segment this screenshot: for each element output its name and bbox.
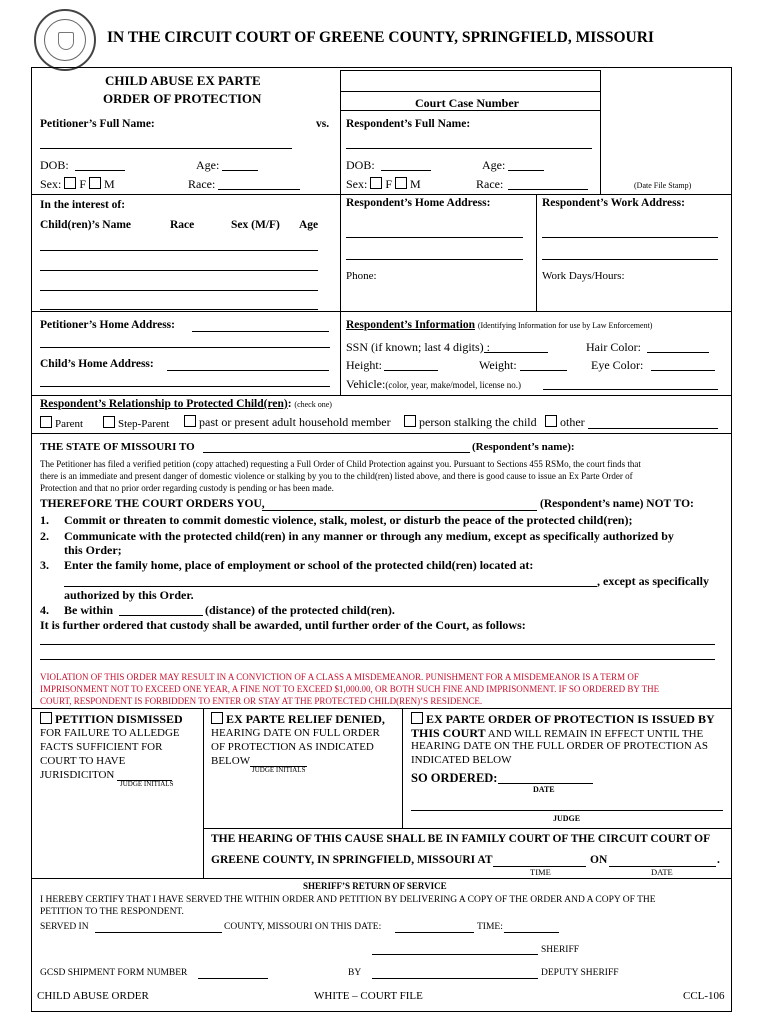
served-time-label: TIME: <box>477 922 503 932</box>
petitioner-sex-f-checkbox[interactable] <box>64 177 76 189</box>
relationship-stalking-label: person stalking the child <box>419 415 537 429</box>
served-in-field[interactable] <box>95 932 222 933</box>
custody-line1[interactable] <box>40 644 715 645</box>
vs-label: vs. <box>316 118 330 130</box>
item1-num: 1. <box>40 513 49 527</box>
children-col-race: Race <box>170 219 195 231</box>
deputy-signature-field[interactable] <box>372 978 538 979</box>
respondent-work-address-label: Respondent’s Work Address: <box>542 197 685 209</box>
order-issued-checkbox[interactable] <box>411 712 423 724</box>
sheriff-label: SHERIFF <box>541 945 580 955</box>
hair-color-field[interactable] <box>647 352 709 353</box>
violation-line3: COURT, RESPONDENT IS FORBIDDEN TO ENTER OR STAY AT THE PROTECTED CHILD(REN)’S RESIDENCE. <box>40 696 483 706</box>
respondent-home-address-line1[interactable] <box>346 237 523 238</box>
relationship-parent-label: Parent <box>55 418 84 430</box>
petitioner-sex-m-checkbox[interactable] <box>89 177 101 189</box>
judge-signature-label: JUDGE <box>553 814 581 823</box>
item4-b: (distance) of the protected child(ren). <box>205 603 395 617</box>
hair-color-label: Hair Color: <box>586 340 641 354</box>
so-ordered-label: SO ORDERED: <box>411 771 498 785</box>
item4-a: Be within <box>64 603 114 617</box>
vehicle-label: Vehicle: <box>346 377 386 391</box>
certify-line2: PETITION TO THE RESPONDENT. <box>40 907 184 917</box>
certify-line1: I HEREBY CERTIFY THAT I HAVE SERVED THE WITHIN ORDER AND PETITION BY DELIVERING A COPY OF THE ORDER AND A COPY OF THE <box>40 895 656 905</box>
petition-dismissed-checkbox[interactable] <box>40 712 52 724</box>
respondent-home-address-label: Respondent’s Home Address: <box>346 197 491 209</box>
court-title: IN THE CIRCUIT COURT OF GREENE COUNTY, SPRINGFIELD, MISSOURI <box>107 29 654 46</box>
relief-denied-title: EX PARTE RELIEF DENIED, <box>226 712 385 726</box>
footer-center: WHITE – COURT FILE <box>314 990 423 1002</box>
child-row-3[interactable] <box>40 290 318 291</box>
deputy-sheriff-label: DEPUTY SHERIFF <box>541 968 619 978</box>
not-to-label: (Respondent’s name) NOT TO: <box>540 498 694 510</box>
custody-label: It is further ordered that custody shall be awarded, until further order of the Court, as follows: <box>40 618 526 632</box>
footer-left: CHILD ABUSE ORDER <box>37 990 149 1002</box>
petitioner-race-field[interactable] <box>218 189 300 190</box>
denied-line2: OF PROTECTION AS INDICATED <box>211 741 374 753</box>
respondent-race-label: Race: <box>476 177 504 191</box>
denied-line1: HEARING DATE ON FULL ORDER <box>211 727 380 739</box>
sheriff-title: SHERIFF’S RETURN OF SERVICE <box>303 881 447 891</box>
weight-label: Weight: <box>479 358 517 372</box>
vehicle-field[interactable] <box>543 389 718 390</box>
respondent-age-label: Age: <box>482 158 506 172</box>
relationship-other-field[interactable] <box>588 428 718 429</box>
missouri-state-seal-icon <box>34 9 96 71</box>
height-field[interactable] <box>384 370 438 371</box>
petitioner-age-label: Age: <box>196 158 220 172</box>
item2-line2: this Order; <box>64 543 122 557</box>
served-county-label: COUNTY, MISSOURI ON THIS DATE: <box>224 922 382 932</box>
respondent-sex-f-label: F <box>385 177 393 191</box>
item2-line1: Communicate with the protected child(ren) in any manner or through any medium, except as specifically authorized by <box>64 529 674 543</box>
relationship-stepparent-label: Step-Parent <box>118 418 170 430</box>
served-in-label: SERVED IN <box>40 922 89 932</box>
issued-title-line2: THIS COURT <box>411 726 486 740</box>
hearing-on-label: ON <box>590 854 608 866</box>
respondent-sex-m-label: M <box>410 177 421 191</box>
dismissed-line3: COURT TO HAVE <box>40 755 126 767</box>
item3-line3: authorized by this Order. <box>64 588 194 602</box>
form-title-line1: CHILD ABUSE EX PARTE <box>105 73 261 88</box>
dismissed-judge-initials-label: JUDGE INITIALS <box>120 780 174 788</box>
finding-line3: Protection and that no prior order regarding custody is pending or has been made. <box>40 483 334 493</box>
respondent-home-address-line2[interactable] <box>346 259 523 260</box>
footer-right: CCL-106 <box>683 990 725 1002</box>
hearing-line2: GREENE COUNTY, IN SPRINGFIELD, MISSOURI AT <box>211 854 493 866</box>
judge-signature-field[interactable] <box>411 810 723 811</box>
relationship-other-checkbox[interactable] <box>545 415 557 427</box>
respondent-race-field[interactable] <box>508 189 588 190</box>
relationship-options <box>40 416 83 430</box>
respondent-info-note: (Identifying Information for use by Law Enforcement) <box>477 321 653 330</box>
hearing-period: . <box>717 854 720 866</box>
child-home-address-field[interactable] <box>167 370 329 371</box>
petitioner-home-address-line2[interactable] <box>40 347 330 348</box>
relationship-stalking-checkbox[interactable] <box>404 415 416 427</box>
respondent-phone-label: Phone: <box>346 270 377 282</box>
item3-num: 3. <box>40 558 49 572</box>
children-col-age: Age <box>299 219 319 231</box>
relationship-stepparent-checkbox[interactable] <box>103 416 115 428</box>
relationship-other-label: other <box>560 415 585 429</box>
hearing-date-label: DATE <box>651 867 673 877</box>
petitioner-dob-field[interactable] <box>75 170 125 171</box>
respondent-work-address-line2[interactable] <box>542 259 718 260</box>
ssn-label: SSN (if known; last 4 digits) : <box>346 340 491 354</box>
served-date-field[interactable] <box>395 932 474 933</box>
served-time-field[interactable] <box>504 932 559 933</box>
petitioner-sex-label: Sex: <box>40 177 62 191</box>
children-col-sex: Sex (M/F) <box>231 219 280 231</box>
item1-text: Commit or threaten to commit domestic violence, stalk, molest, or disturb the peace of the protected child(ren); <box>64 513 633 527</box>
respondent-dob-label: DOB: <box>346 158 375 172</box>
by-label: BY <box>348 968 362 978</box>
issued-line4: INDICATED BELOW <box>411 754 512 766</box>
respondent-name-field[interactable] <box>346 148 592 149</box>
item4-num: 4. <box>40 603 49 617</box>
violation-line1: VIOLATION OF THIS ORDER MAY RESULT IN A CONVICTION OF A CLASS A MISDEMEANOR. PUNISHMENT FOR A MISDEMEANOR IS A TERM OF <box>40 672 639 682</box>
respondent-name-label: Respondent’s Full Name: <box>346 118 471 130</box>
petitioner-age-field[interactable] <box>222 170 258 171</box>
case-number-label: Court Case Number <box>415 96 519 110</box>
item4-distance-field[interactable] <box>119 615 203 616</box>
finding-line1: The Petitioner has filed a verified petition (copy attached) requesting a Full Order of Child Protection against you. Pursuant to Sections 455 RSMo, the court finds that <box>40 459 641 469</box>
interest-of-label: In the interest of: <box>40 199 126 211</box>
item3-line1: Enter the family home, place of employment or school of the protected child(ren) located at: <box>64 558 534 572</box>
respondent-sex-f-checkbox[interactable] <box>370 177 382 189</box>
eye-color-label: Eye Color: <box>591 358 644 372</box>
respondent-age-field[interactable] <box>508 170 544 171</box>
relationship-title: Respondent’s Relationship to Protected Child(ren) <box>40 398 288 410</box>
respondent-dob-field[interactable] <box>381 170 431 171</box>
gcsd-field[interactable] <box>198 978 268 979</box>
issued-title-line1: EX PARTE ORDER OF PROTECTION IS ISSUED BY <box>426 712 715 726</box>
respondent-sex-label: Sex: <box>346 177 368 191</box>
petitioner-sex-m-label: M <box>104 177 115 191</box>
relief-denied-checkbox[interactable] <box>211 712 223 724</box>
height-label: Height: <box>346 358 382 372</box>
petitioner-sex-row <box>40 177 115 192</box>
dismissed-line4: JURISDICITON <box>40 769 115 781</box>
child-row-2[interactable] <box>40 270 318 271</box>
vehicle-note: (color, year, make/model, license no.) <box>385 380 522 390</box>
gcsd-label: GCSD SHIPMENT FORM NUMBER <box>40 968 188 978</box>
state-to-field[interactable] <box>203 452 470 453</box>
relationship-check-one: (check one) <box>294 400 332 409</box>
state-to-label: THE STATE OF MISSOURI TO <box>40 441 195 453</box>
violation-line2: IMPRISONMENT NOT TO EXCEED ONE YEAR, A FINE NOT TO EXCEED $1,000.00, OR BOTH SUCH FINE AND IMPRISONMENT. IF SO ORDERED BY THE <box>40 684 660 694</box>
child-home-address-label: Child’s Home Address: <box>40 358 154 370</box>
respondent-info-title: Respondent’s Information <box>346 319 475 331</box>
relationship-household-label: past or present adult household member <box>199 415 391 429</box>
petitioner-race-label: Race: <box>188 177 216 191</box>
item3-except: , except as specifically <box>597 574 709 588</box>
eye-color-field[interactable] <box>651 370 715 371</box>
hearing-line1: THE HEARING OF THIS CAUSE SHALL BE IN FAMILY COURT OF THE CIRCUIT COURT OF <box>211 833 711 845</box>
respondent-work-address-line1[interactable] <box>542 237 718 238</box>
date-file-stamp: (Date File Stamp) <box>634 181 692 190</box>
item3-location-field[interactable] <box>64 586 597 587</box>
petitioner-home-address-label: Petitioner’s Home Address: <box>40 319 175 331</box>
denied-line3: BELOW <box>211 755 251 767</box>
child-row-1[interactable] <box>40 250 318 251</box>
respondent-work-days-label: Work Days/Hours: <box>542 270 625 282</box>
so-ordered-date-label: DATE <box>533 785 555 794</box>
petition-dismissed-title: PETITION DISMISSED <box>55 712 183 726</box>
ssn-field[interactable] <box>484 352 548 353</box>
petitioner-home-address-field[interactable] <box>192 331 329 332</box>
custody-line2[interactable] <box>40 659 715 660</box>
respondent-sex-row <box>346 177 421 192</box>
child-row-4[interactable] <box>40 309 318 310</box>
respondents-name-label: (Respondent’s name): <box>472 441 575 453</box>
therefore-name-field[interactable] <box>262 510 537 511</box>
issued-line3: HEARING DATE ON THE FULL ORDER OF PROTECTION AS <box>411 740 709 752</box>
petitioner-name-field[interactable] <box>40 148 292 149</box>
petitioner-name-label: Petitioner’s Full Name: <box>40 118 155 130</box>
child-home-address-line2[interactable] <box>40 386 330 387</box>
weight-field[interactable] <box>520 370 567 371</box>
relationship-parent-checkbox[interactable] <box>40 416 52 428</box>
issued-rest-line2: AND WILL REMAIN IN EFFECT UNTIL THE <box>485 728 704 740</box>
item2-num: 2. <box>40 529 49 543</box>
so-ordered-date-field[interactable] <box>498 783 593 784</box>
therefore-label: THEREFORE THE COURT ORDERS YOU, <box>40 498 265 510</box>
hearing-time-label: TIME <box>530 867 551 877</box>
finding-line2: there is an immediate and present danger of domestic violence or stalking by you to the child(ren) listed above, and there is good cause to issue an Ex Parte Order of <box>40 471 633 481</box>
petitioner-dob-label: DOB: <box>40 158 69 172</box>
sheriff-signature-field[interactable] <box>372 954 538 955</box>
children-col-name: Child(ren)’s Name <box>40 219 132 231</box>
relationship-household-checkbox[interactable] <box>184 415 196 427</box>
respondent-sex-m-checkbox[interactable] <box>395 177 407 189</box>
denied-judge-initials-label: JUDGE INITIALS <box>252 766 306 774</box>
form-title-line2: ORDER OF PROTECTION <box>103 91 262 106</box>
dismissed-line2: FACTS SUFFICIENT FOR <box>40 741 163 753</box>
petitioner-sex-f-label: F <box>79 177 87 191</box>
dismissed-line1: FOR FAILURE TO ALLEDGE <box>40 727 180 739</box>
